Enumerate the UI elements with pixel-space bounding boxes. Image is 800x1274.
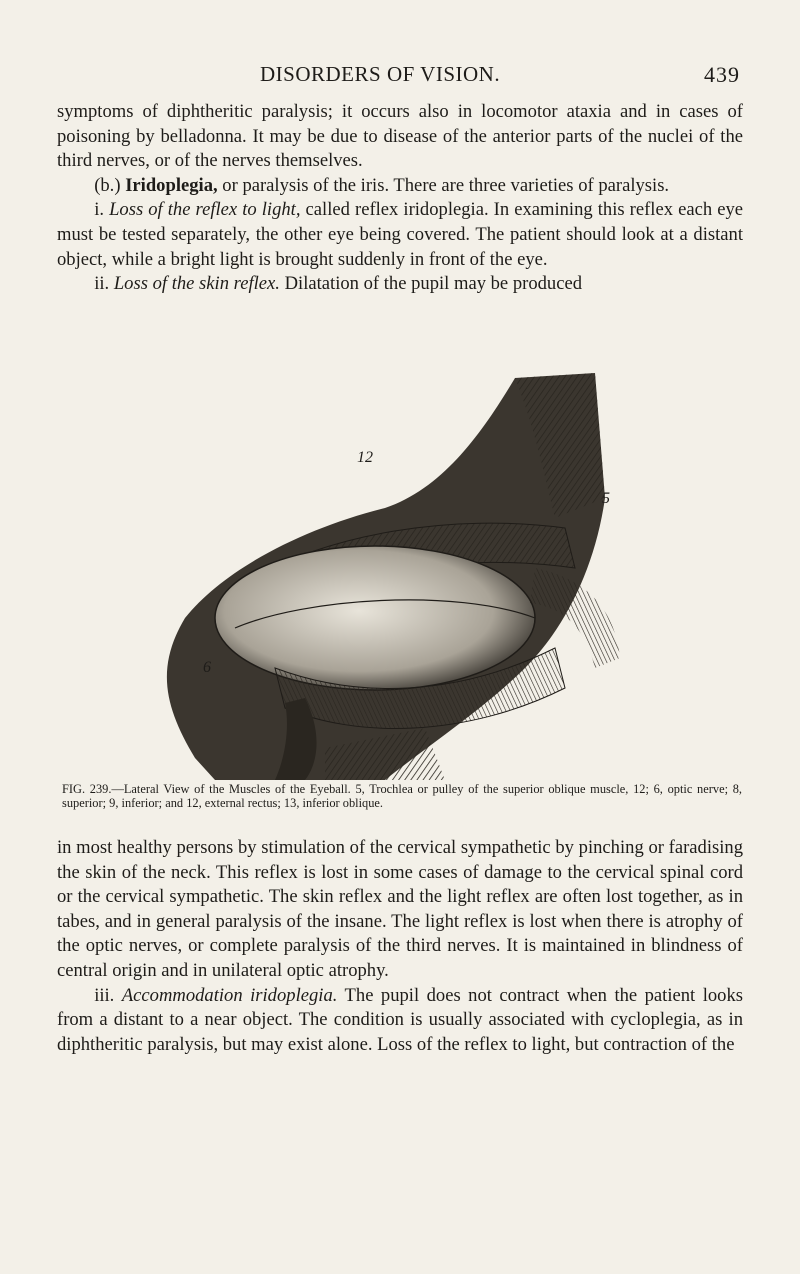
running-head: DISORDERS OF VISION. <box>260 62 501 86</box>
paragraph-reflex-light <box>57 198 743 272</box>
paragraph-text: The pupil does not contract when the patient looks from a distant to a near object. The condition is usually associated with cycloplegia, as in diphtheritic paralysis, but may exist alone. Loss of the reflex to light, but contraction of the <box>57 984 743 1055</box>
figure-label: 5 <box>602 490 610 507</box>
eyeball-muscles-illustration <box>125 368 665 780</box>
item-number: i. <box>94 199 105 221</box>
page-header <box>60 62 740 92</box>
section-label: (b.) <box>94 174 121 196</box>
item-title: Accommodation iridoplegia. <box>121 984 338 1006</box>
paragraph-iridoplegia <box>57 174 743 199</box>
paragraph: symptoms of diphtheritic paralysis; it occurs also in locomotor ataxia and in cases of poisoning by belladonna. It may be due to disease of the anterior parts of the nuclei of the third nerves, or of the nerves themselves. <box>57 101 743 172</box>
upper-text-block <box>57 100 743 297</box>
paragraph-skin-reflex <box>57 272 743 297</box>
paragraph-text: called reflex iridoplegia. In examining this reflex each eye must be tested separately, the other eye being covered. The patient should look at a distant object, while a bright light is brought suddenly in front of the eye. <box>57 199 743 270</box>
paragraph-accommodation <box>57 984 743 1058</box>
paragraph-text: or paralysis of the iris. There are three varieties of paralysis. <box>217 174 670 196</box>
paragraph: in most healthy persons by stimulation of the cervical sympathetic by pinching or faradising the skin of the neck. This reflex is lost in some cases of damage to the cervical spinal cord or the cervical sympathetic. The skin reflex and the light reflex are often lost together, as in tabes, and in general paralysis of the insane. The light reflex is lost when there is atrophy of the optic nerves, or complete paralysis of the third nerves. It is maintained in blindness of central origin and in unilateral optic atrophy. <box>57 837 743 981</box>
paragraph-text: Dilatation of the pupil may be produced <box>279 273 583 295</box>
page-number: 439 <box>704 62 740 87</box>
section-term: Iridoplegia, <box>125 174 218 196</box>
item-number: ii. <box>94 273 110 295</box>
lower-text-block <box>57 836 743 1057</box>
figure-label: 6 <box>203 659 211 676</box>
eyeball-muscles-figure <box>125 368 665 780</box>
figure-caption: FIG. 239.—Lateral View of the Muscles of the Eyeball. 5, Trochlea or pulley of the superior oblique muscle, 12; 6, optic nerve; 8, superior; 9, inferior; and 12, external rectus; 13, inferior oblique. <box>62 782 742 810</box>
item-title: Loss of the reflex to light, <box>109 199 301 221</box>
item-title: Loss of the skin reflex. <box>113 273 280 295</box>
item-number: iii. <box>94 984 115 1006</box>
figure-label: 12 <box>357 449 373 466</box>
